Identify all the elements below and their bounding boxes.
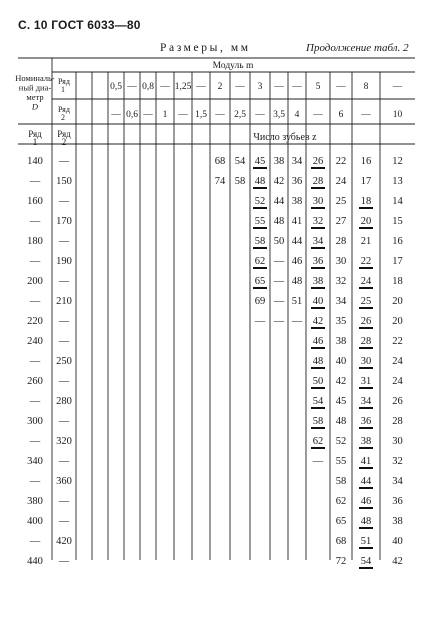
teeth-count-cell: — [312, 456, 324, 467]
module-row2-value: — [255, 110, 265, 120]
teeth-count-cell: 24 [360, 276, 372, 287]
teeth-count-cell: 12 [392, 156, 403, 167]
page-title: С. 10 ГОСТ 6033—80 [18, 18, 141, 32]
teeth-count-cell: 17 [392, 256, 403, 267]
module-row2-value: — [361, 110, 371, 120]
teeth-count-cell: 15 [392, 216, 403, 227]
teeth-count-cell: 65 [254, 276, 266, 287]
module-row2-value: 2,5 [234, 110, 246, 120]
teeth-count-cell: 48 [291, 276, 303, 287]
diameter-row2-cell: 280 [56, 396, 72, 407]
ryad1-header: Ряд [28, 129, 42, 139]
teeth-count-cell: 42 [273, 176, 285, 187]
teeth-count-cell: 27 [335, 216, 347, 227]
teeth-count-cell: 25 [360, 296, 372, 307]
diameter-row2-cell: 320 [56, 436, 72, 447]
teeth-count-cell: 38 [392, 516, 403, 527]
module-row1-value: — [274, 82, 284, 92]
module-row2-value: 4 [294, 110, 300, 120]
teeth-count-cell: 58 [234, 176, 246, 187]
teeth-count-cell: 40 [312, 296, 324, 307]
teeth-count-cell: 62 [254, 256, 266, 267]
teeth-count-cell: 44 [360, 476, 372, 487]
teeth-count-cell: 41 [291, 216, 303, 227]
teeth-count-cell: 38 [360, 436, 372, 447]
module-row1-value: 0,8 [142, 82, 154, 92]
teeth-count-cell: 30 [360, 356, 372, 367]
diameter-row1-cell: — [29, 256, 41, 267]
diameter-row2-cell: — [58, 156, 70, 167]
diameter-row1-cell: 380 [27, 496, 43, 507]
teeth-count-cell: 28 [312, 176, 324, 187]
diameter-row1-cell: 440 [27, 556, 43, 567]
teeth-count-cell: 25 [335, 196, 347, 207]
diameter-row2-cell: 190 [56, 256, 72, 267]
module-row1-value: 1,25 [174, 82, 192, 92]
teeth-count-cell: 44 [291, 236, 303, 247]
module-row1-value: — [235, 82, 245, 92]
diameter-row1-cell: — [29, 176, 41, 187]
diameter-row2-cell: 210 [56, 296, 72, 307]
teeth-count-cell: 34 [360, 396, 372, 407]
teeth-count-cell: 50 [273, 236, 285, 247]
module-row1-value: — [160, 82, 170, 92]
diameter-row1-cell: 200 [27, 276, 43, 287]
teeth-count-cell: 28 [335, 236, 347, 247]
module-row2-value: 10 [392, 110, 403, 120]
teeth-count-cell: 46 [360, 496, 372, 507]
module-row1-value: 5 [315, 82, 321, 92]
teeth-count-cell: 31 [360, 376, 372, 387]
teeth-count-cell: 48 [273, 216, 285, 227]
module-row2-value: 6 [338, 110, 344, 120]
module-row1-value: — [292, 82, 302, 92]
diameter-row1-cell: — [29, 356, 41, 367]
teeth-count-cell: — [254, 316, 266, 327]
teeth-count-cell: 22 [392, 336, 403, 347]
teeth-count-cell: — [273, 296, 285, 307]
diameter-row2-cell: — [58, 376, 70, 387]
diameter-row2-cell: 250 [56, 356, 72, 367]
teeth-count-cell: 55 [335, 456, 347, 467]
teeth-count-cell: — [273, 256, 285, 267]
teeth-count-cell: 46 [291, 256, 303, 267]
row1-label: Ряд [58, 77, 70, 86]
module-row1-value: — [127, 82, 137, 92]
diameter-label-line: ный диа- [18, 82, 52, 93]
teeth-count-cell: 36 [312, 256, 324, 267]
module-row2-value: — [313, 110, 323, 120]
diameter-row2-cell: — [58, 316, 70, 327]
diameter-row1-cell: 340 [27, 456, 43, 467]
teeth-count-cell: 16 [360, 156, 372, 167]
teeth-count-cell: 30 [335, 256, 347, 267]
teeth-count-cell: 45 [254, 156, 266, 167]
teeth-count-cell: 62 [312, 436, 324, 447]
diameter-row1-cell: 260 [27, 376, 43, 387]
diameter-row2-cell: 360 [56, 476, 72, 487]
diameter-row1-cell: 400 [27, 516, 43, 527]
teeth-count-cell: 24 [392, 376, 403, 387]
teeth-count-cell: 55 [254, 216, 266, 227]
module-row1-value: — [196, 82, 206, 92]
teeth-count-cell: 74 [214, 176, 226, 187]
teeth-count-cell: 45 [335, 396, 347, 407]
teeth-count-cell: 48 [312, 356, 324, 367]
teeth-count-cell: 48 [254, 176, 266, 187]
teeth-count-cell: 20 [392, 316, 403, 327]
teeth-count-cell: 50 [312, 376, 324, 387]
row2-label-num: 2 [61, 113, 65, 122]
diameter-label-line: метр [26, 92, 44, 102]
teeth-count-cell: — [273, 316, 285, 327]
diameter-row2-cell: — [58, 236, 70, 247]
teeth-count-cell: 36 [360, 416, 372, 427]
teeth-count-cell: 58 [335, 476, 347, 487]
teeth-count-cell: 40 [335, 356, 347, 367]
teeth-count-cell: 30 [312, 196, 324, 207]
module-row1-value: 0,5 [110, 82, 122, 92]
teeth-count-cell: 40 [392, 536, 403, 547]
teeth-count-cell: 34 [392, 476, 403, 487]
module-row2-value: 0,6 [126, 110, 138, 120]
ryad2-header: Ряд [57, 129, 71, 139]
diameter-row2-cell: 170 [56, 216, 72, 227]
teeth-count-cell: 14 [392, 196, 403, 207]
teeth-count-cell: 42 [335, 376, 347, 387]
teeth-count-cell: 32 [312, 216, 324, 227]
teeth-count-cell: 72 [335, 556, 347, 567]
teeth-count-cell: 18 [360, 196, 372, 207]
teeth-count-cell: 21 [360, 236, 372, 247]
teeth-count-cell: 38 [312, 276, 324, 287]
teeth-count-cell: 44 [273, 196, 285, 207]
teeth-count-cell: 54 [234, 156, 246, 167]
row2-label: Ряд [58, 105, 70, 114]
teeth-count-cell: 17 [360, 176, 372, 187]
diameter-row1-cell: 300 [27, 416, 43, 427]
teeth-count-cell: 36 [392, 496, 403, 507]
teeth-count-cell: 51 [360, 536, 372, 547]
teeth-count-cell: 48 [335, 416, 347, 427]
diameter-row2-cell: 420 [56, 536, 72, 547]
teeth-count-cell: 20 [392, 296, 403, 307]
teeth-count-cell: 34 [312, 236, 324, 247]
module-row2-value: 1 [162, 110, 168, 120]
teeth-count-cell: 58 [312, 416, 324, 427]
ryad2-header-num: 2 [61, 137, 67, 147]
diameter-row1-cell: — [29, 296, 41, 307]
module-label: Модуль m [212, 61, 254, 71]
teeth-count-label: Число зубьев z [253, 132, 317, 143]
diameter-row2-cell: — [58, 276, 70, 287]
diameter-row1-cell: — [29, 216, 41, 227]
teeth-count-cell: 42 [392, 556, 403, 567]
teeth-count-cell: 54 [360, 556, 372, 567]
diameter-row2-cell: 150 [56, 176, 72, 187]
teeth-count-cell: 48 [360, 516, 372, 527]
module-row2-value: 1,5 [195, 110, 207, 120]
diameter-row1-cell: — [29, 396, 41, 407]
module-row1-value: 8 [363, 82, 369, 92]
module-row1-value: 3 [257, 82, 263, 92]
diameter-row2-cell: — [58, 336, 70, 347]
module-row1-value: — [392, 82, 403, 92]
ryad1-header-num: 1 [32, 137, 38, 147]
teeth-count-cell: 52 [254, 196, 266, 207]
teeth-count-cell: 51 [291, 296, 303, 307]
teeth-count-cell: 34 [335, 296, 347, 307]
teeth-count-cell: — [273, 276, 285, 287]
teeth-count-cell: 68 [214, 156, 226, 167]
teeth-count-cell: 54 [312, 396, 324, 407]
teeth-count-cell: 16 [392, 236, 403, 247]
teeth-count-cell: 28 [392, 416, 403, 427]
module-row2-value: 3,5 [273, 110, 285, 120]
teeth-count-cell: 34 [291, 156, 303, 167]
diameter-row2-cell: — [58, 516, 70, 527]
teeth-count-cell: 26 [360, 316, 372, 327]
teeth-count-cell: 26 [392, 396, 403, 407]
row1-label-num: 1 [61, 85, 65, 94]
teeth-count-cell: 24 [392, 356, 403, 367]
diameter-row1-cell: 160 [27, 196, 43, 207]
teeth-count-cell: 26 [312, 156, 324, 167]
teeth-count-cell: 42 [312, 316, 324, 327]
teeth-count-cell: 20 [360, 216, 372, 227]
module-row1-value: — [336, 82, 346, 92]
teeth-count-cell: 46 [312, 336, 324, 347]
diameter-row2-cell: — [58, 196, 70, 207]
teeth-count-cell: 35 [335, 316, 347, 327]
diameter-row1-cell: 240 [27, 336, 43, 347]
teeth-count-cell: 22 [335, 156, 347, 167]
teeth-count-cell: 58 [254, 236, 266, 247]
teeth-count-cell: 32 [335, 276, 347, 287]
module-row2-value: — [178, 110, 188, 120]
teeth-count-cell: 38 [273, 156, 285, 167]
table-continuation-label: Продолжение табл. 2 [306, 42, 409, 54]
teeth-count-cell: 52 [335, 436, 347, 447]
diameter-row1-cell: — [29, 436, 41, 447]
diameter-row2-cell: — [58, 556, 70, 567]
module-row2-value: — [215, 110, 225, 120]
teeth-count-cell: 30 [392, 436, 403, 447]
teeth-count-cell: 38 [291, 196, 303, 207]
teeth-count-cell: 38 [335, 336, 347, 347]
module-row2-value: — [111, 110, 121, 120]
diameter-row1-cell: 140 [27, 156, 43, 167]
diameter-row2-cell: — [58, 496, 70, 507]
teeth-count-cell: 13 [392, 176, 403, 187]
diameter-row1-cell: — [29, 476, 41, 487]
dimensions-caption: Размеры, мм [160, 42, 251, 54]
teeth-count-cell: 32 [392, 456, 403, 467]
teeth-count-cell: 28 [360, 336, 372, 347]
teeth-count-cell: 65 [335, 516, 347, 527]
teeth-count-cell: 68 [335, 536, 347, 547]
diameter-row2-cell: — [58, 456, 70, 467]
teeth-count-cell: 62 [335, 496, 347, 507]
teeth-count-cell: 18 [392, 276, 403, 287]
teeth-count-cell: 69 [254, 296, 266, 307]
module-row1-value: 2 [217, 82, 223, 92]
diameter-row1-cell: 180 [27, 236, 43, 247]
teeth-count-cell: 41 [360, 456, 372, 467]
diameter-label-line: Номиналь- [15, 73, 55, 83]
diameter-row1-cell: 220 [27, 316, 43, 327]
diameter-label-line: D [31, 101, 39, 112]
module-row2-value: — [143, 110, 153, 120]
teeth-count-cell: 22 [360, 256, 372, 267]
teeth-count-cell: 24 [335, 176, 347, 187]
diameter-row2-cell: — [58, 416, 70, 427]
diameter-row1-cell: — [29, 536, 41, 547]
teeth-count-cell: 36 [291, 176, 303, 187]
teeth-count-cell: — [291, 316, 303, 327]
